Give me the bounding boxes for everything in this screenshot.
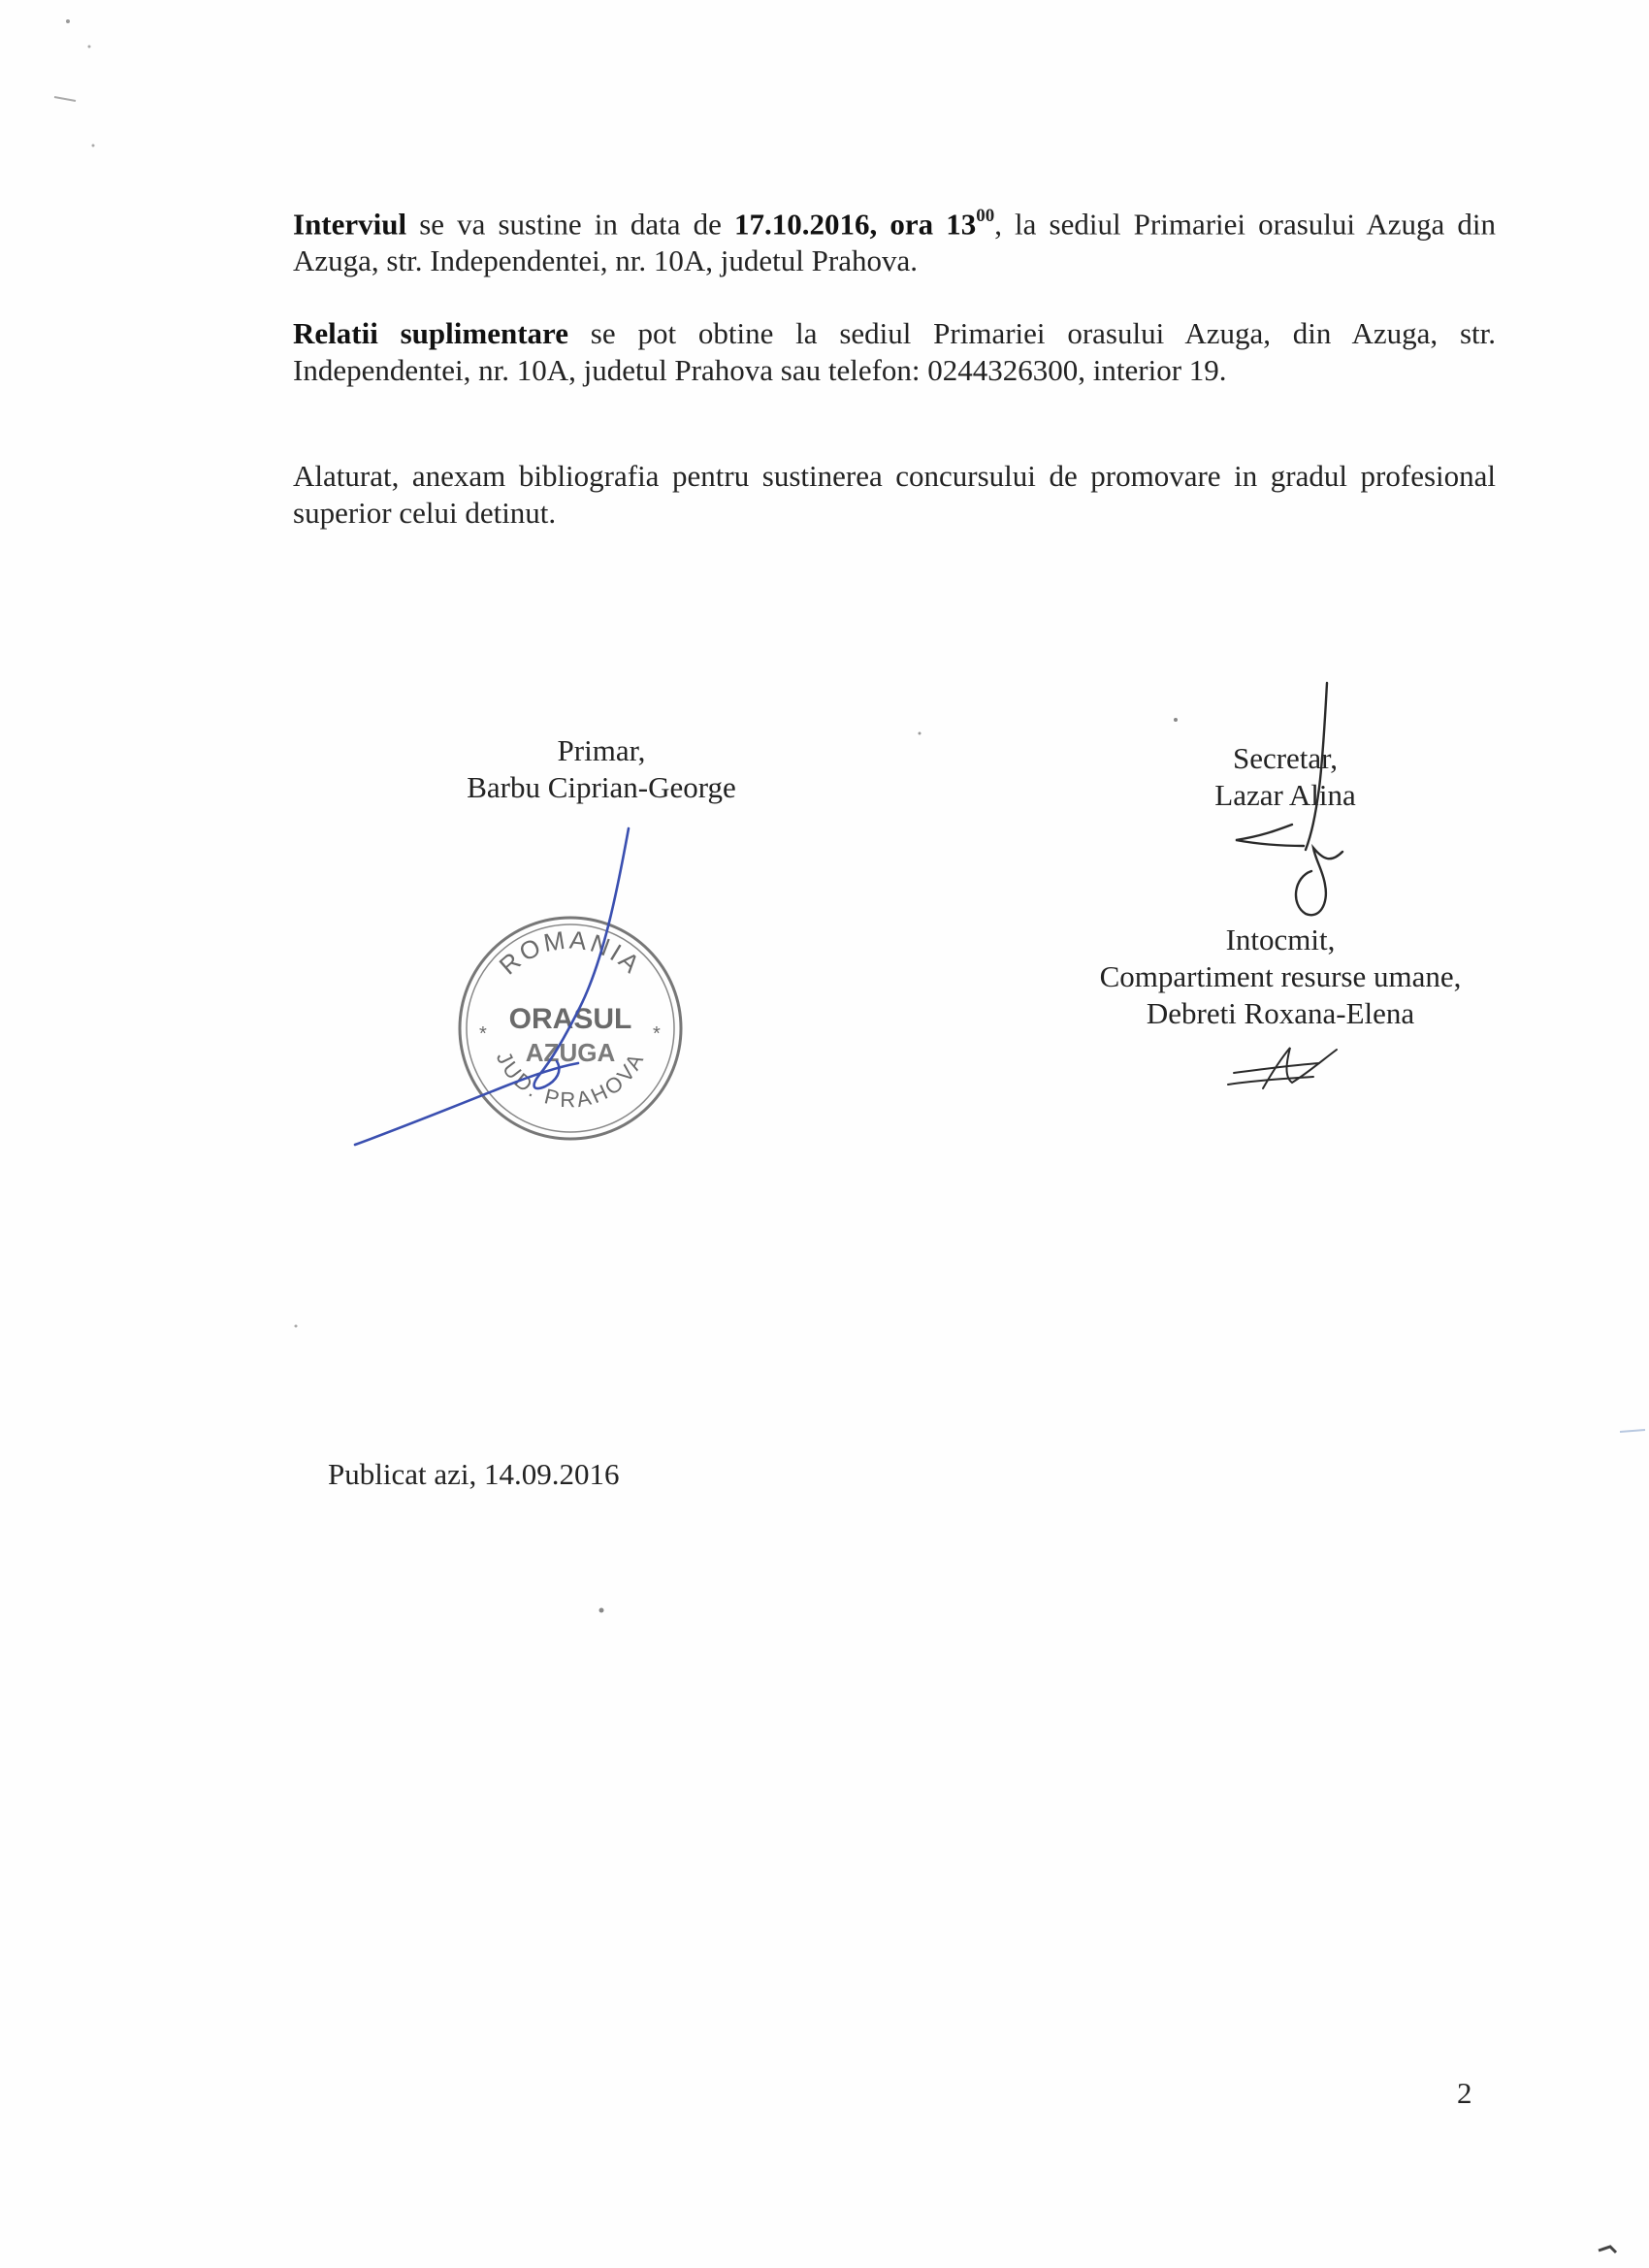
interview-text-1: se va sustine in data de (406, 207, 734, 242)
prepared-by-block (1048, 922, 1513, 1032)
prepared-by-name: Debreti Roxana-Elena (1146, 996, 1415, 1030)
stamp-bottom-text: JUD. PRAHOVA (491, 1047, 650, 1113)
mayor-handwritten-signature (349, 825, 640, 1154)
stamp-center-line-2: AZUGA (525, 1038, 616, 1067)
contact-text: se pot obtine la sediul Primariei orasului Azuga, din Azuga, str. Independentei, nr. 10A, judetul Prahova sau telefon: 0244326300, interior 19. (293, 316, 1496, 387)
interview-text-2: , la sediul Primariei orasului Azuga din Azuga, str. Independentei, nr. 10A, judetul Prahova. (293, 207, 1496, 278)
bibliography-paragraph: Alaturat, anexam bibliografia pentru sustinerea concursului de promovare in gradul profesional superior celui detinut. (293, 459, 1496, 530)
page-number: 2 (1457, 2076, 1472, 2110)
mayor-role: Primar, (557, 733, 646, 767)
contact-lead: Relatii suplimentare (293, 316, 568, 350)
stamp-star-right-icon: * (653, 1023, 661, 1045)
secretary-handwritten-signature (1222, 679, 1377, 922)
prepared-by-handwritten-signature (1224, 1044, 1341, 1092)
publication-date: Publicat azi, 14.09.2016 (328, 1457, 620, 1491)
mayor-signature-block (427, 732, 776, 806)
contact-paragraph (293, 315, 1496, 389)
secretary-name: Lazar Alina (1214, 778, 1356, 812)
prepared-by-role: Intocmit, (1225, 923, 1336, 956)
interview-date: 17.10.2016, ora 13 (734, 207, 977, 242)
stamp-star-left-icon: * (479, 1023, 487, 1045)
interview-lead: Interviul (293, 207, 407, 242)
secretary-role: Secretar, (1232, 741, 1339, 775)
prepared-by-department: Compartiment resurse umane, (1099, 959, 1462, 993)
interview-paragraph (293, 200, 1496, 279)
stamp-center-line-1: ORASUL (508, 1003, 632, 1035)
stamp-top-text: ROMANIA (493, 924, 648, 981)
mayor-name: Barbu Ciprian-George (467, 770, 736, 804)
interview-time-superscript: 00 (976, 206, 995, 226)
